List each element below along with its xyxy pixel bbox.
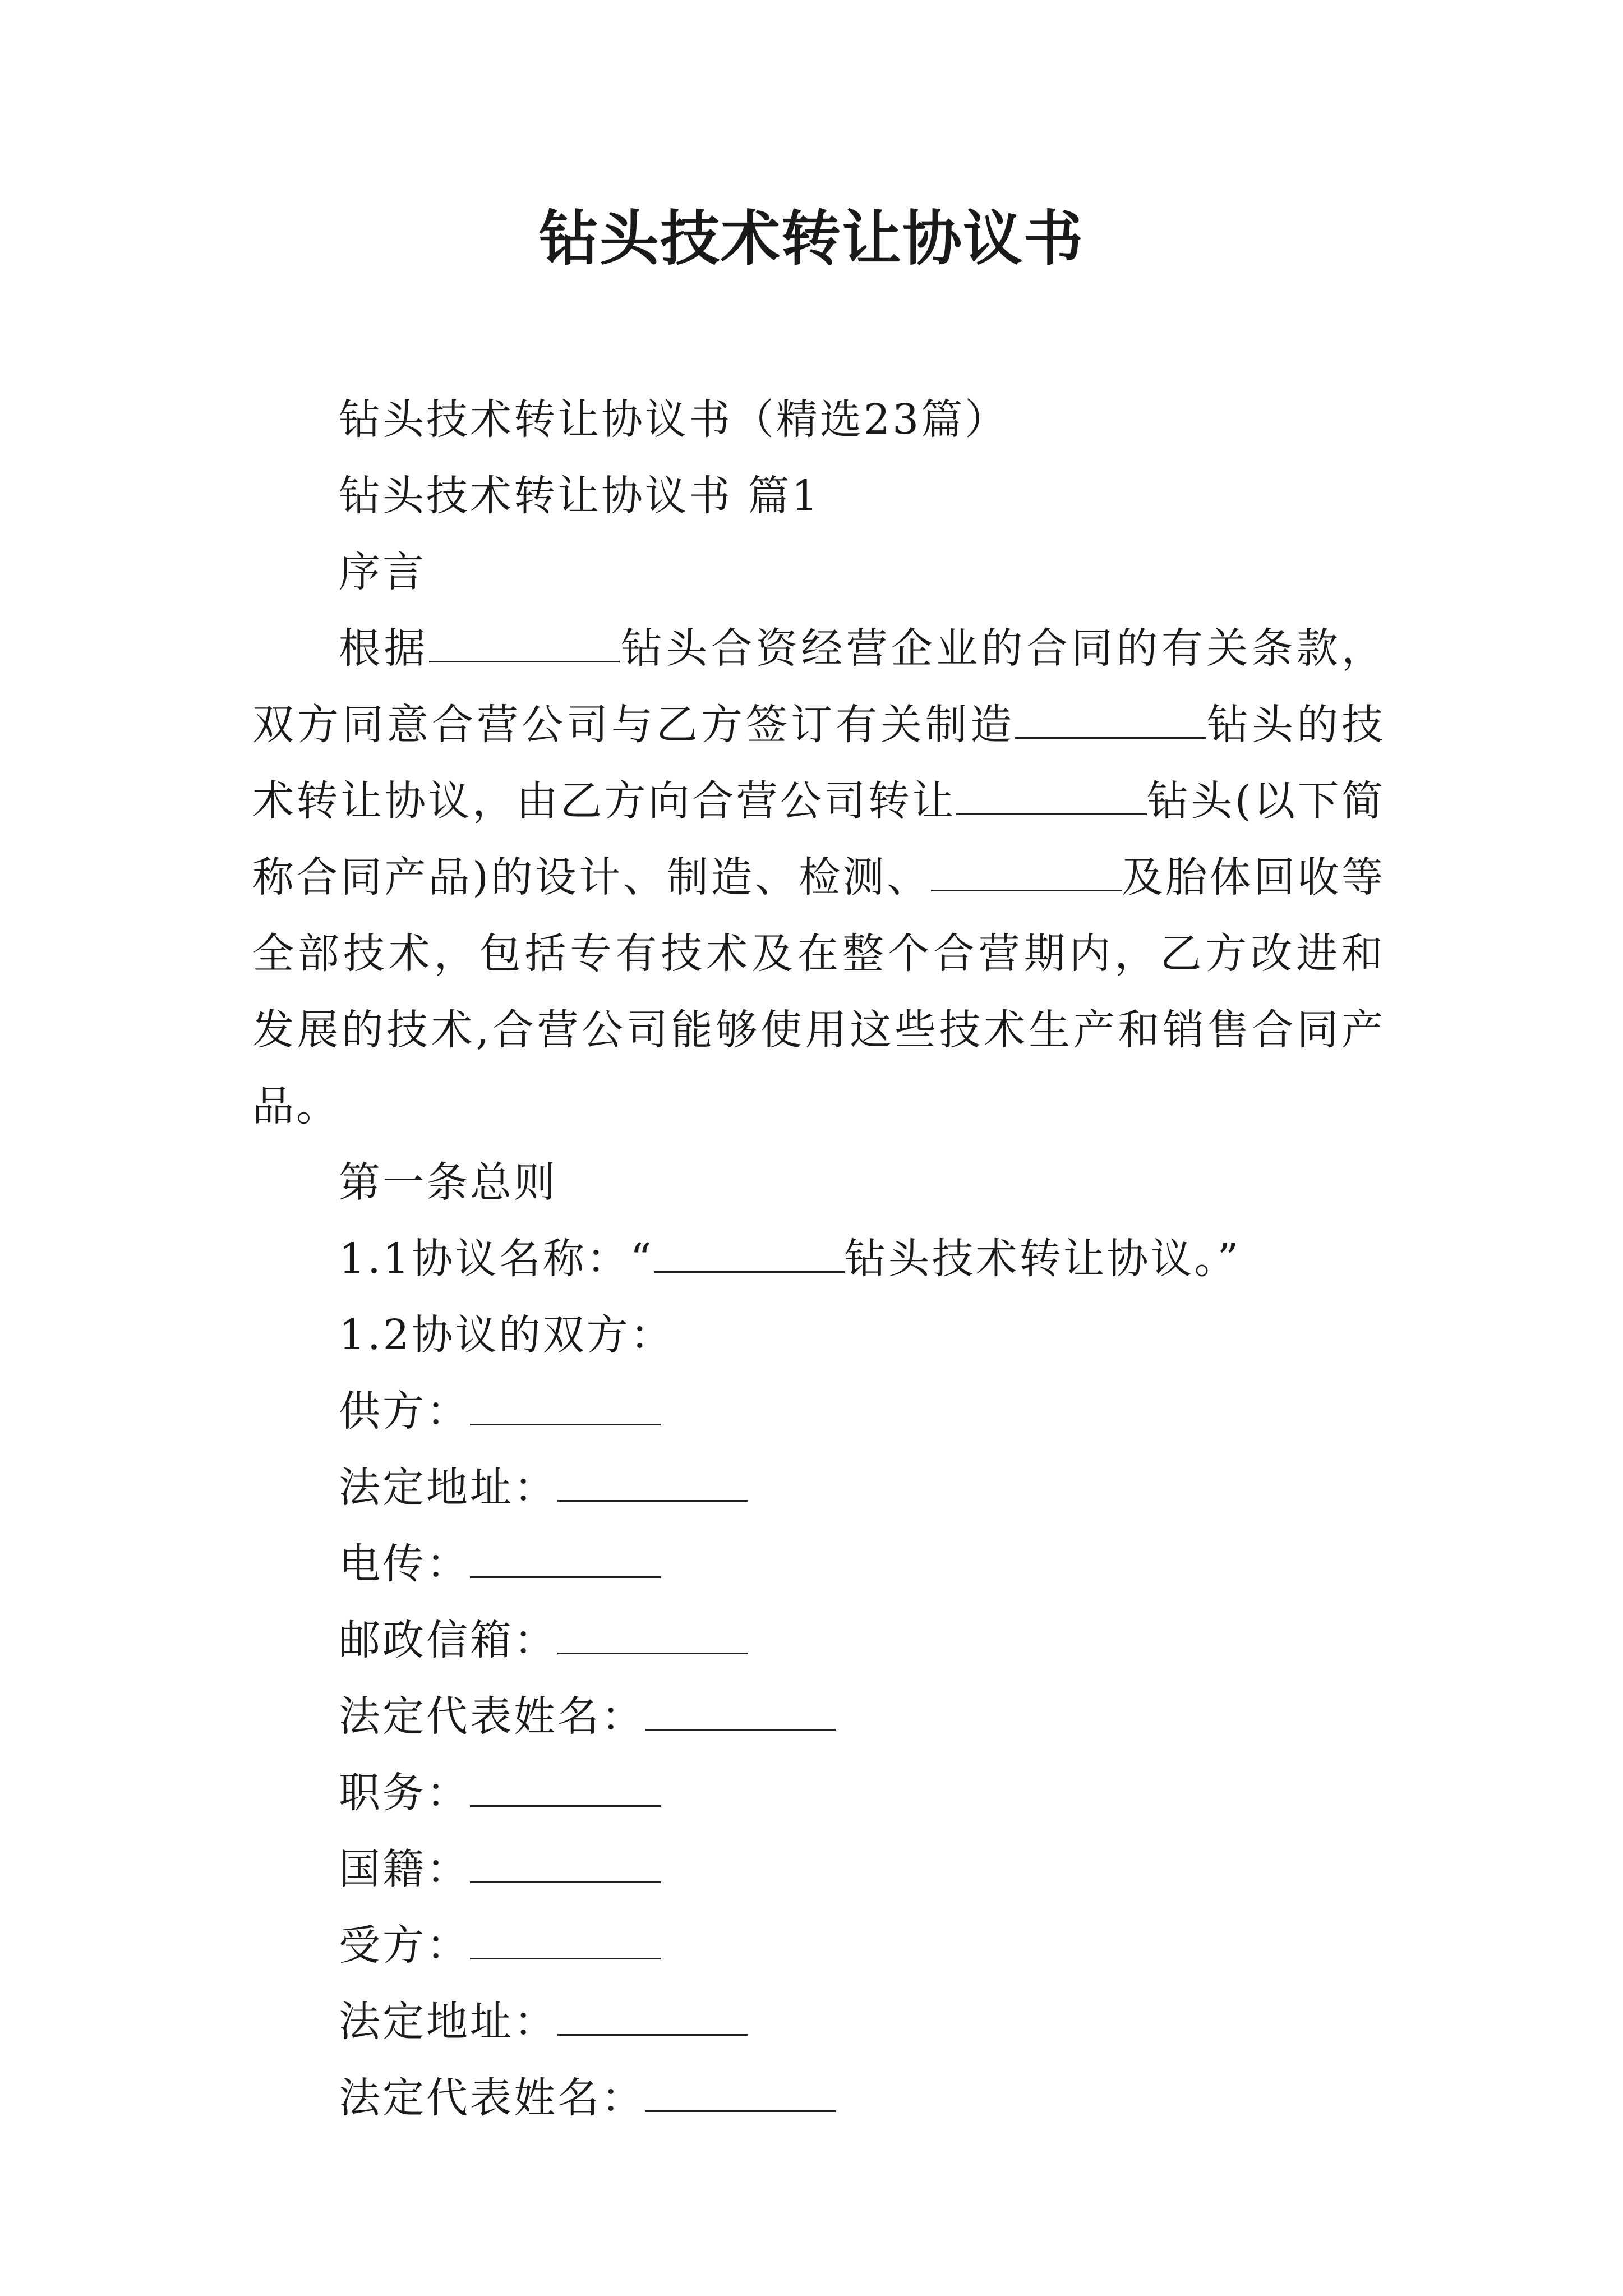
fill-in-blank: [1015, 699, 1206, 739]
field-label: 法定代表姓名：: [339, 1692, 645, 1741]
fill-in-blank: [645, 1691, 836, 1731]
preface-heading: 序言: [339, 548, 426, 596]
field-label: 供方：: [339, 1387, 470, 1435]
document-subtitle: 钻头技术转让协议书（精选23篇）: [339, 395, 1009, 444]
field-position: [252, 1755, 1385, 1831]
preface-text-3: 钻头的技术转让协议，由乙方向合营公司转让: [252, 701, 1385, 825]
fill-in-blank: [470, 1767, 661, 1807]
fill-in-blank: [645, 2072, 836, 2112]
field-label: 法定代表姓名：: [339, 2074, 645, 2122]
field-supplier: [252, 1373, 1385, 1450]
fill-in-blank: [654, 1233, 845, 1273]
clause-1-2: 1.2协议的双方：: [339, 1311, 674, 1359]
field-label: 法定地址：: [339, 1464, 557, 1512]
preface-text-4: 钻头(以下简称合同产品)的设计、制造、检测、: [252, 777, 1385, 901]
clause-1-1-prefix: 1.1协议名称：“: [339, 1235, 654, 1283]
article1-heading: 第一条总则: [339, 1158, 557, 1207]
fill-in-blank: [557, 1614, 748, 1654]
field-recipient-address: [252, 1984, 1385, 2060]
fill-in-blank: [470, 1538, 661, 1578]
section-heading: 钻头技术转让协议书 篇1: [339, 472, 820, 520]
fill-in-blank: [470, 1920, 661, 1959]
field-recipient-representative: [252, 2060, 1385, 2136]
field-recipient: [252, 1907, 1385, 1984]
fill-in-blank: [956, 775, 1147, 815]
fill-in-blank: [470, 1386, 661, 1425]
field-supplier-representative: [252, 1678, 1385, 1755]
fill-in-blank: [429, 623, 620, 662]
field-label: 受方：: [339, 1921, 470, 1970]
document-body: [252, 381, 1385, 2136]
fill-in-blank: [931, 852, 1122, 891]
field-po-box: [252, 1602, 1385, 1678]
field-label: 国籍：: [339, 1845, 470, 1893]
fill-in-blank: [557, 1462, 748, 1502]
field-telex: [252, 1526, 1385, 1602]
clause-1-1-suffix: 钻头技术转让协议。”: [844, 1235, 1241, 1283]
field-label: 电传：: [339, 1540, 470, 1588]
preface-text-1: 根据: [339, 624, 429, 673]
document-title: 钻头技术转让协议书: [539, 203, 1084, 273]
preface-paragraph: [252, 610, 1385, 1144]
field-supplier-address: [252, 1450, 1385, 1526]
field-nationality: [252, 1831, 1385, 1907]
clause-1-1: [252, 1221, 1385, 1297]
field-label: 邮政信箱：: [339, 1616, 557, 1664]
field-label: 法定地址：: [339, 1998, 557, 2046]
preface-text-5: 及胎体回收等全部技术，包括专有技术及在整个合营期内，乙方改进和发展的技术,合营公司能够使用这些技术生产和销售合同产品。: [252, 853, 1386, 1130]
field-label: 职务：: [339, 1769, 470, 1817]
fill-in-blank: [470, 1843, 661, 1883]
preface-text-2: 钻头合资经营企业的合同的有关条款，双方同意合营公司与乙方签订有关制造: [252, 624, 1386, 749]
fill-in-blank: [557, 1996, 748, 2036]
